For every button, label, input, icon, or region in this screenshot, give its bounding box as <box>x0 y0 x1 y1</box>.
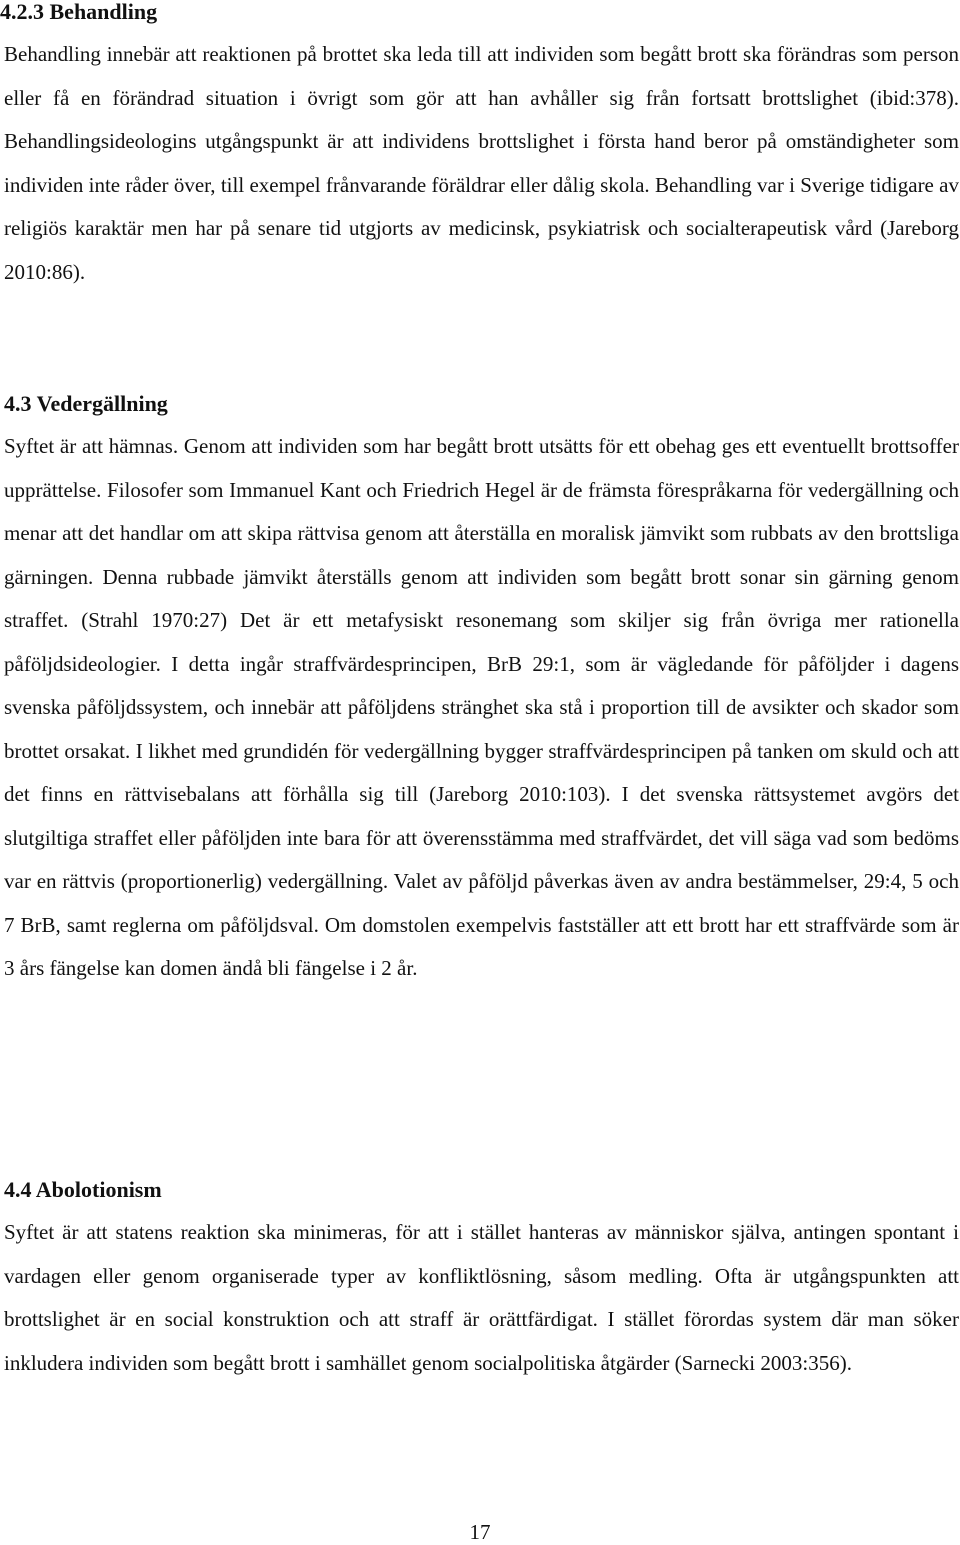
section-heading-abolotionism: 4.4 Abolotionism <box>4 1177 162 1202</box>
page-number: 17 <box>469 1520 491 1544</box>
section-paragraph-abolotionism: Syftet är att statens reaktion ska minimeras, för att i stället hanteras av människor själva, antingen spontant i vardagen eller genom organiserade typer av konfliktlösning, såsom medling. Ofta är utgångspunkten att brottslighet är en social konstruktion och att straff är orättfärdigat. I stället förordas system där man söker inkludera individen som begått brott i samhället genom socialpolitiska åtgärder (Sarnecki 2003:356). <box>4 1220 959 1375</box>
section-paragraph-vedergallning: Syftet är att hämnas. Genom att individen som har begått brott utsätts för ett obehag ges ett eventuellt brottsoffer upprättelse. Filosofer som Immanuel Kant och Friedrich Hegel är de främsta förespråkarna för vedergällning och menar att det handlar om att skipa rättvisa genom att återställa en moralisk jämvikt som rubbats av den brottsliga gärningen. Denna rubbade jämvikt återställs genom att individen som begått brott sonar sin gärning genom straffet. (Strahl 1970:27) Det är ett metafysiskt resonemang som skiljer sig från övriga mer rationella påföljdsideologier. I detta ingår straffvärdesprincipen, BrB 29:1, som är vägledande för påföljder i dagens svenska påföljdssystem, och innebär att påföljdens stränghet ska stå i proportion till de avsikter och skador som brottet orsakat. I likhet med grundidén för vedergällning bygger straffvärdesprincipen på tanken om skuld och att det finns en rättvisebalans att förhålla sig till (Jareborg 2010:103). I det svenska rättsystemet avgörs det slutgiltiga straffet eller påföljden inte bara för att överensstämma med straffvärdet, det vill säga vad som bedöms var en rättvis (proportionerlig) vedergällning. Valet av påföljd påverkas även av andra bestämmelser, 29:4, 5 och 7 BrB, samt reglerna om påföljdsval. Om domstolen exempelvis fastställer att ett brott har ett straffvärde som är 3 års fängelse kan domen ändå bli fängelse i 2 år. <box>4 434 959 980</box>
section-paragraph-behandling: Behandling innebär att reaktionen på brottet ska leda till att individen som begått brott ska förändras som person eller få en förändrad situation i övrigt som gör att han avhåller sig från fortsatt brottslighet (ibid:378). Behandlingsideologins utgångspunkt är att individens brottslighet i första hand beror på omständigheter som individen inte råder över, till exempel frånvarande föräldrar eller dålig skola. Behandling var i Sverige tidigare av religiös karaktär men har på senare tid utgjorts av medicinsk, psykiatrisk och socialterapeutisk vård (Jareborg 2010:86). <box>4 42 959 284</box>
section-heading-vedergallning: 4.3 Vedergällning <box>4 391 168 416</box>
section-heading-behandling: 4.2.3 Behandling <box>0 0 158 24</box>
